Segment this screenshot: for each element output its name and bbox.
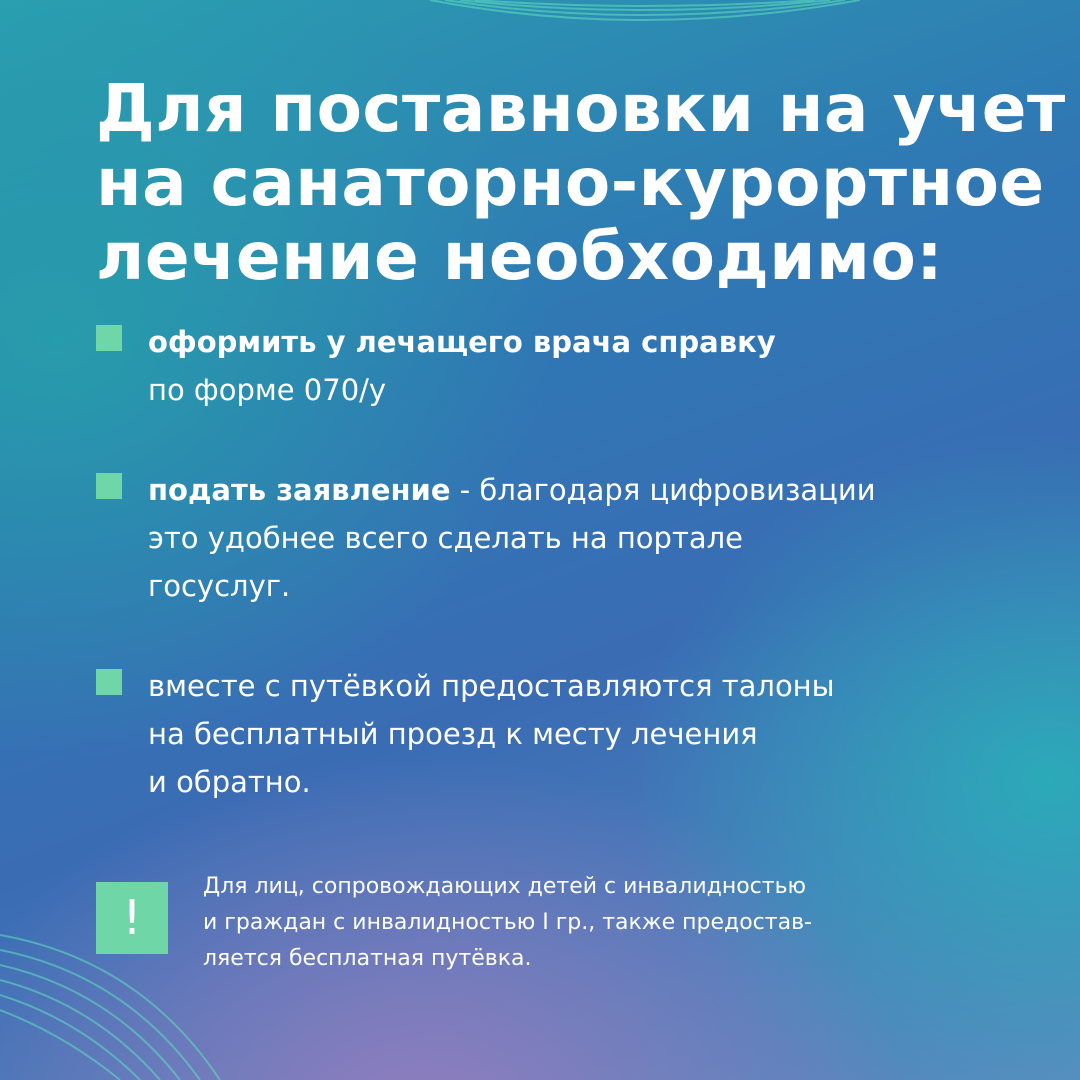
info-note xyxy=(203,869,1023,977)
item-text: вместе с путёвкой предоставляются талоны xyxy=(148,669,835,703)
title-line-1: Для поставновки на учет xyxy=(96,70,1066,147)
item-text: - благодаря цифровизации xyxy=(450,473,876,507)
page-title xyxy=(96,70,1066,295)
square-bullet-icon xyxy=(96,473,122,499)
item-bold-text: подать заявление xyxy=(148,473,451,507)
title-line-2: на санаторно-курортное xyxy=(96,144,1045,221)
list-item-certificate xyxy=(96,318,996,414)
item-text-line-2: это удобнее всего сделать на портале xyxy=(148,521,743,555)
square-bullet-icon xyxy=(96,325,122,351)
item-text-line-2: на бесплатный проезд к месту лечения xyxy=(148,717,758,751)
list-item-application xyxy=(96,466,996,610)
list-item-travel-vouchers xyxy=(96,662,996,806)
item-text-line-3: и обратно. xyxy=(148,765,311,799)
note-line-1: Для лиц, сопровождающих детей с инвалидностью xyxy=(203,874,807,899)
title-line-3: лечение необходимо: xyxy=(96,218,944,295)
item-text-line-3: госуслуг. xyxy=(148,569,291,603)
item-bold-text: оформить у лечащего врача справку xyxy=(148,325,776,359)
square-bullet-icon xyxy=(96,669,122,695)
note-line-3: ляется бесплатная путёвка. xyxy=(203,946,532,971)
exclamation-icon: ! xyxy=(96,882,168,954)
note-line-2: и граждан с инвалидностью I гр., также предостав- xyxy=(203,910,812,935)
item-text-line-2: по форме 070/у xyxy=(148,373,387,407)
